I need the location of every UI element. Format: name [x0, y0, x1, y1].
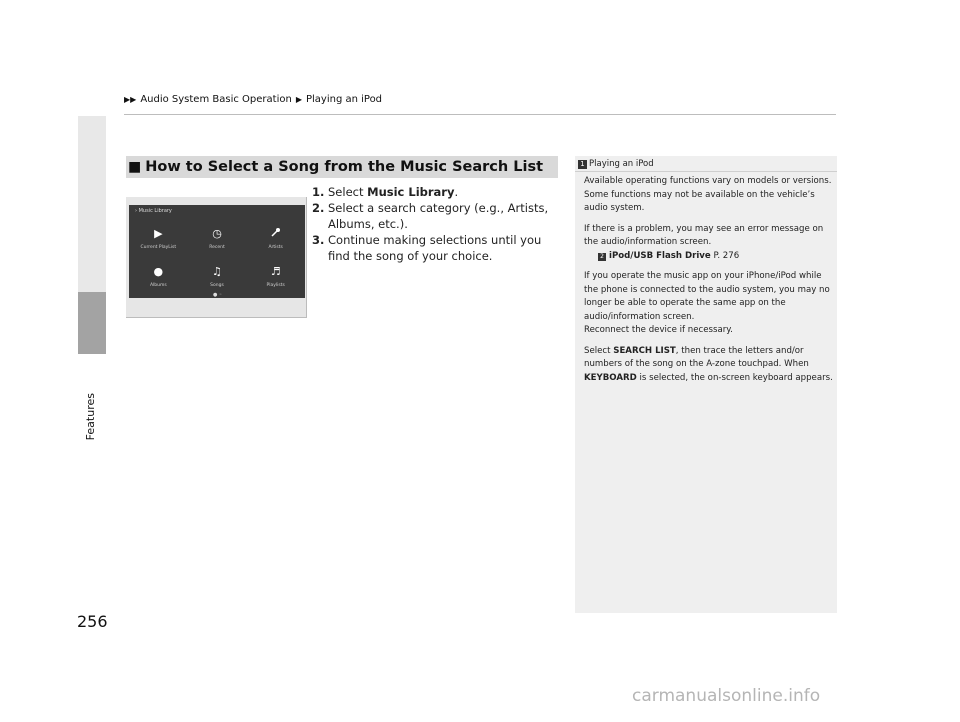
- note-text: Select: [584, 345, 614, 356]
- section-marker: ■: [128, 159, 142, 175]
- music-library-screen: [129, 205, 305, 298]
- reference-title: iPod/USB Flash Drive: [609, 250, 711, 261]
- step-2: [312, 200, 557, 232]
- page-dots-indicator: ● ◦: [213, 292, 222, 298]
- note-divider: [575, 171, 837, 172]
- reference-page: P. 276: [710, 250, 740, 261]
- side-tab-marker: [78, 292, 106, 354]
- note-text: , then trace the letters and/or numbers of the song on the A-zone touchpad. When: [584, 345, 809, 369]
- note-text: is selected, the on-screen keyboard appears.: [636, 372, 833, 383]
- header-divider: [124, 114, 836, 115]
- step-text: Continue making selections until you find the song of your choice.: [328, 233, 542, 263]
- clock-icon: ◷: [212, 226, 222, 240]
- breadcrumb-item: Audio System Basic Operation: [140, 94, 292, 105]
- screen-item-label: Artists: [268, 244, 283, 250]
- step-number: 2.: [312, 201, 325, 215]
- screen-item-songs: [188, 257, 247, 295]
- note-bold-search-list: SEARCH LIST: [613, 345, 676, 356]
- screen-item-playlists: [246, 257, 305, 295]
- breadcrumb-arrow-icon: ▶: [295, 95, 302, 104]
- step-text-bold: Music Library: [367, 185, 455, 199]
- side-tab-background: [78, 116, 106, 292]
- reference-arrow-icon: 2: [598, 253, 606, 261]
- screen-item-artists: [246, 219, 305, 257]
- note-paragraph: If there is a problem, you may see an error message on the audio/information screen.: [584, 223, 824, 247]
- step-text: Select a search category (e.g., Artists, Albums, etc.).: [328, 201, 549, 231]
- note-paragraph: Reconnect the device if necessary.: [584, 325, 733, 335]
- step-text-pre: Select: [328, 185, 368, 199]
- cross-reference-link[interactable]: [584, 250, 834, 264]
- instruction-steps: [312, 184, 557, 264]
- page-number: 256: [77, 612, 108, 631]
- step-text: [328, 184, 458, 200]
- screen-title: › Music Library: [135, 208, 172, 214]
- note-paragraph: Available operating functions vary on models or versions. Some functions may not be available on the vehicle’s audio system.: [584, 176, 832, 213]
- screen-item-label: Recent: [209, 244, 225, 250]
- side-tab-label-text: Features: [84, 393, 97, 441]
- screen-menu-grid: [129, 219, 305, 295]
- screen-item-label: Current PlayList: [140, 244, 177, 250]
- screen-item-label: Albums: [149, 282, 167, 288]
- screen-title-text: Music Library: [138, 208, 172, 214]
- note-bold-keyboard: KEYBOARD: [584, 372, 637, 383]
- side-note-panel: [575, 156, 837, 613]
- note-paragraph-search: [584, 345, 834, 386]
- screen-item-label: Songs: [210, 282, 224, 288]
- watermark: carmanualsonline.info: [632, 686, 821, 706]
- album-icon: ●: [153, 264, 164, 278]
- play-icon: ▶: [154, 226, 163, 240]
- screen-item-recent: [188, 219, 247, 257]
- note-heading: [578, 159, 654, 169]
- microphone-icon-svg: [270, 227, 281, 238]
- step-number: 1.: [312, 185, 325, 199]
- step-1: [312, 184, 557, 200]
- screen-item-current-playlist: [129, 219, 188, 257]
- note-body: [584, 175, 834, 392]
- music-note-icon: ♫: [212, 264, 222, 278]
- step-3: [312, 232, 557, 264]
- breadcrumb-item: Playing an iPod: [305, 94, 383, 105]
- screen-item-label: Playlists: [266, 282, 285, 288]
- note-heading-text: Playing an iPod: [589, 159, 654, 169]
- step-text-post: .: [454, 185, 459, 199]
- side-tab-label: [84, 393, 98, 453]
- step-number: 3.: [312, 233, 325, 247]
- microphone-icon: [270, 227, 281, 241]
- breadcrumb: [124, 94, 382, 105]
- note-paragraph: If you operate the music app on your iPhone/iPod while the phone is connected to the audio system, you may no longer be able to operate the same app on the audio/information screen.: [584, 271, 830, 322]
- note-badge: 1: [578, 160, 587, 169]
- breadcrumb-arrow-icon: ▶▶: [124, 95, 137, 104]
- screen-item-albums: [129, 257, 188, 295]
- playlist-icon: ♬: [270, 264, 281, 278]
- section-title: How to Select a Song from the Music Search List: [145, 159, 544, 175]
- section-header: [126, 156, 558, 178]
